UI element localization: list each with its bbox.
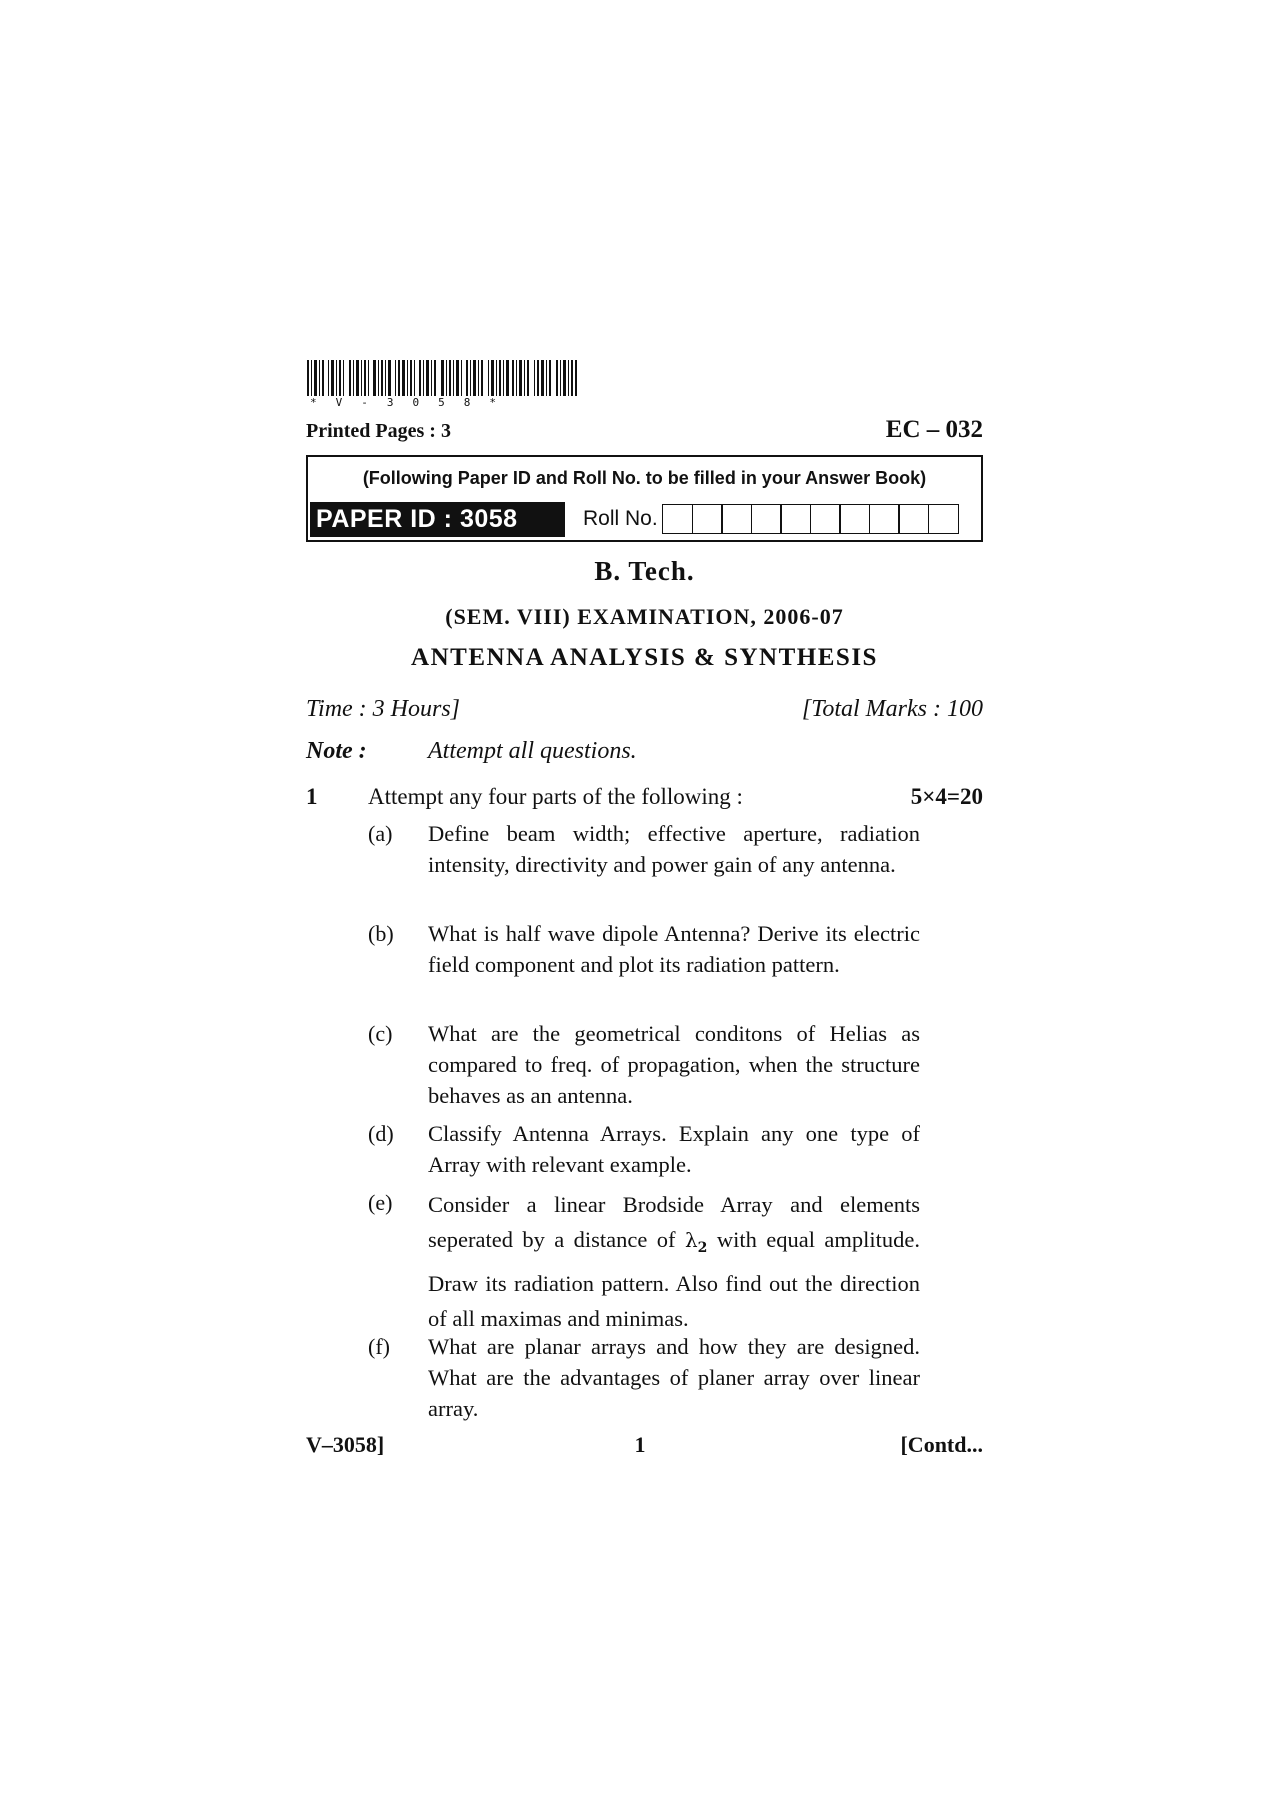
part-text: What is half wave dipole Antenna? Derive its electric field component and plot its radiation pattern. (428, 921, 920, 977)
page-number: 1 (634, 1432, 646, 1457)
continued-label: [Contd... (900, 1432, 983, 1457)
roll-no-box[interactable] (869, 504, 900, 534)
roll-no-box[interactable] (780, 504, 811, 534)
roll-no-box[interactable] (751, 504, 782, 534)
degree-title: B. Tech. (594, 556, 695, 586)
paper-id-box (306, 455, 983, 542)
barcode-number: *V-3058* (310, 396, 515, 409)
part-text: Define beam width; effective aperture, radiation intensity, directivity and power gain of any antenna. (428, 821, 920, 877)
footer-code: V–3058] (306, 1432, 385, 1457)
lambda-symbol: $\lambda_2$ (684, 1228, 708, 1256)
question-marks: 5×4=20 (910, 784, 983, 809)
part-text: Classify Antenna Arrays. Explain any one type of Array with relevant example. (428, 1121, 920, 1177)
part-label: (f) (368, 1334, 390, 1359)
note-text: Attempt all questions. (428, 738, 637, 764)
part-text-after: with equal amplitude. Draw its radiation pattern. Also find out the direction of all maximas and minimas. (428, 1227, 921, 1331)
roll-no-box[interactable] (928, 504, 959, 534)
part-label: (c) (368, 1021, 393, 1046)
answer-book-instruction: (Following Paper ID and Roll No. to be filled in your Answer Book) (362, 468, 927, 488)
roll-no-box[interactable] (810, 504, 841, 534)
part-label: (e) (368, 1190, 393, 1215)
part-label: (d) (368, 1121, 394, 1146)
part-label: (b) (368, 921, 394, 946)
subject-title: ANTENNA ANALYSIS & SYNTHESIS (411, 644, 878, 671)
roll-no-box[interactable] (721, 504, 752, 534)
part-text (428, 1187, 920, 1336)
question-instruction: Attempt any four parts of the following : (368, 784, 743, 809)
roll-no-label: Roll No. (583, 507, 658, 530)
total-marks: [Total Marks : 100 (801, 696, 983, 722)
part-text: What are the geometrical conditons of Helias as compared to freq. of propagation, when the structure behaves as an antenna. (428, 1021, 920, 1108)
roll-no-boxes (662, 504, 957, 534)
question-number: 1 (306, 784, 318, 809)
part-label: (a) (368, 821, 393, 846)
paper-id: PAPER ID : 3058 (310, 502, 565, 537)
exam-session: (SEM. VIII) EXAMINATION, 2006-07 (445, 604, 844, 629)
part-text: What are planar arrays and how they are designed. What are the advantages of planer array over linear array. (428, 1334, 920, 1421)
part-text-before: Consider a linear Brodside Array and elements seperated by a distance of (428, 1192, 920, 1252)
note-label: Note : (306, 738, 367, 764)
barcode (307, 360, 577, 396)
exam-time: Time : 3 Hours] (306, 696, 461, 722)
roll-no-box[interactable] (662, 504, 693, 534)
printed-pages: Printed Pages : 3 (306, 420, 451, 442)
roll-no-box[interactable] (898, 504, 929, 534)
roll-no-box[interactable] (839, 504, 870, 534)
roll-no-box[interactable] (692, 504, 723, 534)
paper-code: EC – 032 (885, 416, 983, 443)
